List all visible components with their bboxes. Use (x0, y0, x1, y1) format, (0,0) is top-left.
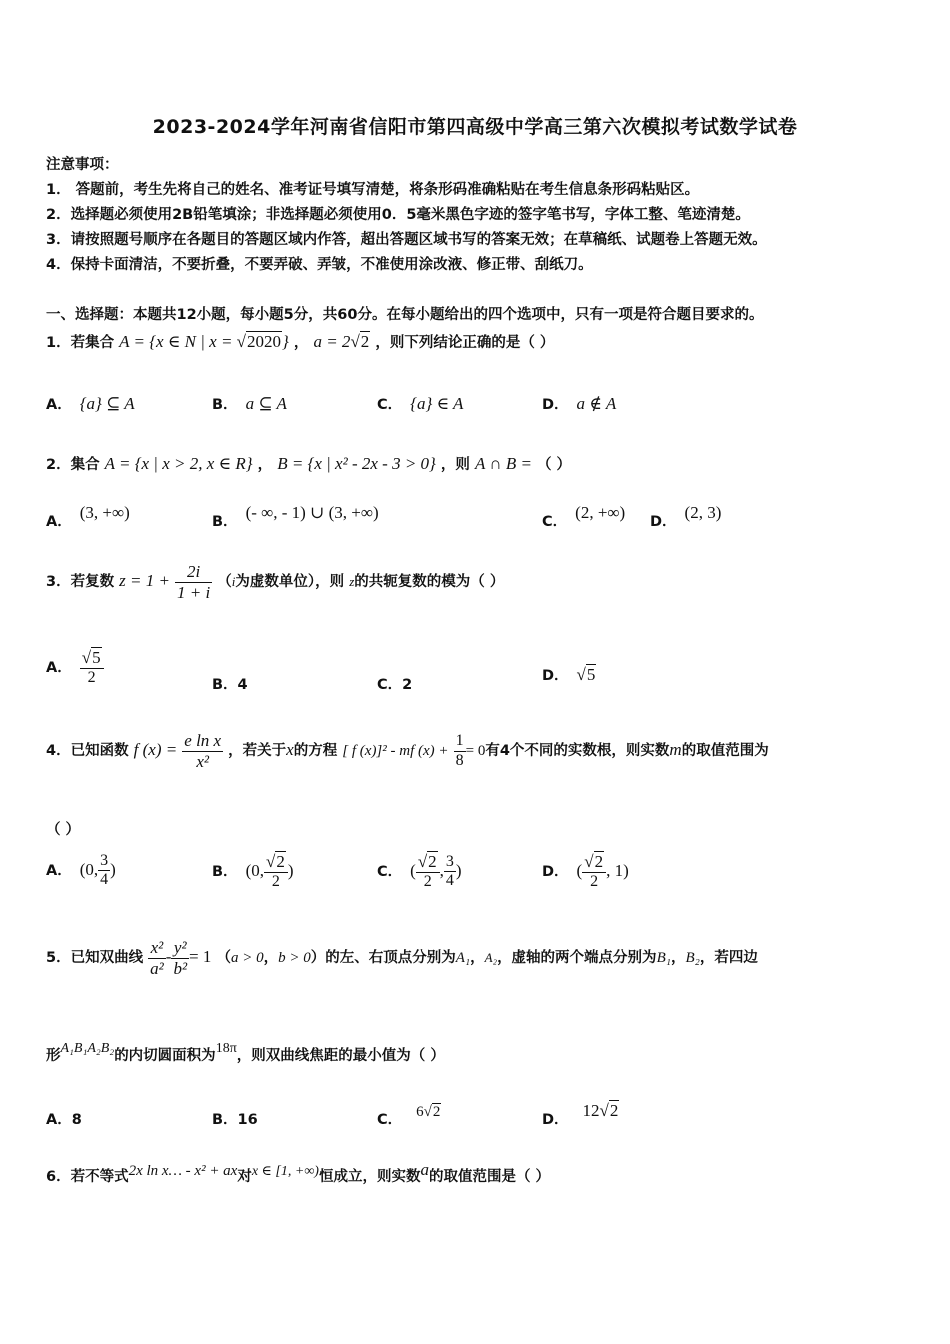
q5-area: 18π (215, 1041, 237, 1056)
q2-option-d-label: D． (650, 514, 677, 530)
q4-option-d-right: , 1) (606, 860, 629, 880)
q1-a-root: √2 (350, 332, 370, 351)
q6-domain: x ∈ [1, +∞) (251, 1164, 319, 1179)
q4-option-a[interactable] (46, 852, 116, 890)
q4-mid1: ，若关于 (228, 743, 287, 760)
q5-mid3: ，若四边 (699, 950, 758, 967)
q4-option-c-frac2: $\frac{3}{4}$ (445, 853, 454, 890)
q4-eq-fraction: $\frac{1}{8}$ (455, 732, 464, 769)
q2-option-a-label: A． (46, 514, 72, 530)
q4-option-a-label: A． (46, 862, 72, 879)
q5-option-d-label: D． (542, 1112, 569, 1128)
q1-option-a-label: A． (46, 397, 72, 413)
q4-mid3: 有4个不同的实数根，则实数 (485, 743, 670, 760)
q6-a: a (420, 1160, 429, 1179)
q5-a2: A₂ (484, 950, 498, 966)
q4-prefix: 4．已知函数 (46, 743, 129, 760)
q5-frac-y: $\frac{\text{y²}}{\text{b²}}$ (173, 938, 188, 978)
q4-option-d-left: ( (576, 860, 583, 880)
q1-set-a-close: } (282, 332, 289, 351)
q4-option-c-right: ) (455, 860, 462, 880)
question-4 (46, 731, 769, 771)
q5-b2: B₂ (685, 950, 700, 967)
q5-line2-pre: 形 (46, 1048, 61, 1064)
q5-eq: = 1 (189, 947, 212, 967)
q4-option-a-left: (0, (79, 859, 99, 879)
question-5-line-2 (46, 1041, 445, 1065)
q2-separator: ， (257, 457, 273, 473)
q6-inequality: 2x ln x… - x² + ax (128, 1163, 238, 1179)
q3-fraction: $\frac{2i}{1 + i}$ (177, 562, 211, 602)
q3-option-b[interactable]: B．4 (212, 677, 248, 693)
q5-option-c-value: 6√2 (416, 1104, 441, 1120)
q1-option-d-label: D． (542, 397, 569, 413)
question-5: 5．已知双曲线 $\frac{\text{x²}}{\text{a²}}$ - $\frac{\text{y²}}{\text{b²}}$ = 1 （a > 0，b > 0）的左、右顶点分别为A₁，A₂，虚轴的两个端点分别为B₁，B₂，若四边 (46, 938, 758, 978)
q1-separator: ， (293, 335, 309, 351)
q2-set-b: B = {x | x² - 2x - 3 > 0} (277, 454, 436, 473)
q4-stem: 的取值范围为 (681, 743, 769, 760)
q2-option-b[interactable] (212, 503, 379, 531)
q3-i: i (231, 574, 236, 590)
notice-item-3: 3．请按照题号顺序在各题目的答题区域内作答，超出答题区域书写的答案无效；在草稿纸、试题卷上答题无效。 (46, 232, 767, 248)
notice-item-2: 2．选择题必须使用2B铅笔填涂；非选择题必须使用0．5毫米黑色字迹的签字笔书写，字体工整、笔迹清楚。 (46, 207, 750, 223)
q5-b1: B₁ (656, 950, 671, 967)
q1-a-expr: a = 2 (313, 332, 351, 351)
q3-option-d-label: D． (542, 668, 569, 684)
q2-option-b-value: (- ∞, - 1) ∪ (3, +∞) (245, 503, 379, 522)
q6-stem: 的取值范围是（ ） (428, 1169, 551, 1185)
q4-x: x (286, 740, 294, 760)
q1-option-c-label: C． (377, 397, 403, 413)
q3-z: z (349, 574, 355, 590)
q3-prefix: 3．若复数 (46, 574, 115, 591)
q3-stem: 的共轭复数的模为（ ） (354, 574, 505, 591)
question-2 (46, 453, 571, 474)
q4-option-b-label: B． (212, 863, 238, 880)
notice-heading: 注意事项： (46, 157, 119, 173)
q2-stem: （ ） (537, 457, 572, 473)
q1-stem: ，则下列结论正确的是（ ） (375, 335, 555, 351)
q5-option-c-label: C． (377, 1112, 403, 1128)
q4-option-d[interactable] (542, 852, 629, 892)
q5-a-cond: a > 0 (230, 950, 264, 967)
q4-equation: [ f (x)]² - mf (x) + (342, 743, 449, 760)
q2-expression: A ∩ B = (474, 454, 532, 473)
q4-mid2: 的方程 (293, 743, 338, 760)
question-3 (46, 562, 504, 602)
q5-option-a[interactable]: A．8 (46, 1112, 82, 1128)
q1-prefix: 1．若集合 (46, 335, 115, 351)
q2-mid: ，则 (440, 457, 470, 473)
section-heading: 一、选择题：本题共12小题，每小题5分，共60分。在每小题给出的四个选项中，只有一项是符合题目要求的。 (46, 307, 764, 323)
q5-b-cond: b > 0 (278, 950, 311, 967)
q1-option-d-value: a ∉ A (576, 394, 617, 413)
q4-eq-rhs: = 0 (465, 743, 486, 760)
q1-option-b[interactable] (212, 393, 287, 414)
notice-item-4: 4．保持卡面清洁，不要折叠，不要弄破、弄皱，不准使用涂改液、修正带、刮纸刀。 (46, 257, 593, 273)
q2-option-c-value: (2, +∞) (575, 503, 626, 522)
q2-option-c[interactable] (542, 503, 626, 531)
q5-option-b[interactable]: B．16 (212, 1112, 258, 1128)
q4-option-b[interactable] (212, 852, 294, 892)
q1-option-c-value: {a} ∈ A (410, 394, 464, 413)
q4-option-b-left: (0, (245, 860, 264, 880)
q3-option-a[interactable] (46, 648, 104, 688)
q5-minus: - (165, 947, 172, 967)
q5-quad: A₁B₁A₂B₂ (60, 1041, 115, 1056)
q5-option-d[interactable] (542, 1101, 619, 1129)
q2-option-c-label: C． (542, 514, 568, 530)
q4-m: m (669, 740, 682, 760)
q4-option-c-frac1: $\frac{√2}{2}$ (416, 852, 440, 892)
question-6 (46, 1160, 551, 1186)
q4-option-c-label: C． (377, 863, 403, 880)
q6-mid1: 对 (237, 1169, 252, 1185)
q3-option-a-value: $\frac{√5}{2}$ (80, 648, 104, 688)
q4-option-c-comma: , (439, 860, 444, 880)
q5-prefix: 5．已知双曲线 (46, 950, 144, 967)
q3-z-expr: z = 1 + (119, 571, 170, 591)
q3-option-d-value: √5 (576, 665, 596, 684)
q5-line2-post: ，则双曲线焦距的最小值为（ ） (236, 1048, 445, 1064)
q2-option-d-value: (2, 3) (684, 503, 722, 522)
q4-option-b-right: ) (287, 860, 294, 880)
page-title: 2023-2024学年河南省信阳市第四高级中学高三第六次模拟考试数学试卷 (152, 116, 798, 138)
question-1 (46, 331, 554, 352)
q5-option-d-value: 12√2 (582, 1101, 619, 1120)
q4-option-d-frac: $\frac{√2}{2}$ (582, 852, 606, 892)
q1-option-b-label: B． (212, 397, 238, 413)
q2-option-a[interactable] (46, 503, 130, 531)
q4-option-c[interactable] (377, 852, 462, 892)
q5-option-c[interactable] (377, 1104, 441, 1129)
q1-set-a: A = {x ∈ N | x = (119, 332, 237, 351)
q3-option-a-label: A． (46, 659, 72, 676)
q4-option-c-left: ( (410, 860, 416, 880)
q5-cond-open: （ (216, 950, 231, 967)
q6-mid2: 恒成立，则实数 (318, 1169, 421, 1185)
q3-mid1: （ (217, 574, 232, 591)
q3-mid2: 为虚数单位），则 (235, 574, 345, 591)
q3-option-c[interactable]: C．2 (377, 677, 413, 693)
q6-prefix: 6．若不等式 (46, 1169, 129, 1185)
q4-paren: （ ） (46, 822, 81, 838)
q2-option-a-value: (3, +∞) (79, 503, 130, 522)
q5-mid1: ）的左、右顶点分别为 (310, 950, 456, 967)
q4-function: f (x) = (133, 740, 178, 760)
q4-option-a-right: ) (110, 859, 116, 879)
q1-set-a-root: √2020 (236, 332, 282, 351)
notice-item-1: 1． 答题前，考生先将自己的姓名、准考证号填写清楚，将条形码准确粘贴在考生信息条形码粘贴区。 (46, 182, 700, 198)
q4-option-d-label: D． (542, 863, 569, 880)
q1-option-a[interactable] (46, 393, 135, 414)
q2-prefix: 2．集合 (46, 457, 100, 473)
q3-option-d[interactable] (542, 664, 596, 685)
q4-fraction: $\frac{\text{e ln x}}{\text{x²}}$ (184, 731, 222, 771)
q2-set-a: A = {x | x > 2, x ∈ R} (104, 454, 253, 473)
q5-frac-x: $\frac{\text{x²}}{\text{a²}}$ (150, 938, 164, 978)
q5-line2-mid: 的内切圆面积为 (114, 1048, 216, 1064)
q1-option-d[interactable] (542, 393, 616, 414)
q1-option-b-value: a ⊆ A (245, 394, 287, 413)
q1-option-c[interactable] (377, 393, 463, 414)
q4-option-a-frac: $\frac{3}{4}$ (100, 852, 109, 889)
q5-comma: ， (263, 950, 279, 967)
q1-option-a-value: {a} ⊆ A (79, 394, 135, 413)
q5-mid2: ，虚轴的两个端点分别为 (497, 950, 657, 967)
q2-option-b-label: B． (212, 514, 238, 530)
q2-option-d[interactable] (650, 503, 722, 531)
q4-option-b-frac: $\frac{√2}{2}$ (264, 852, 288, 892)
q5-a1: A₁ (455, 950, 471, 967)
